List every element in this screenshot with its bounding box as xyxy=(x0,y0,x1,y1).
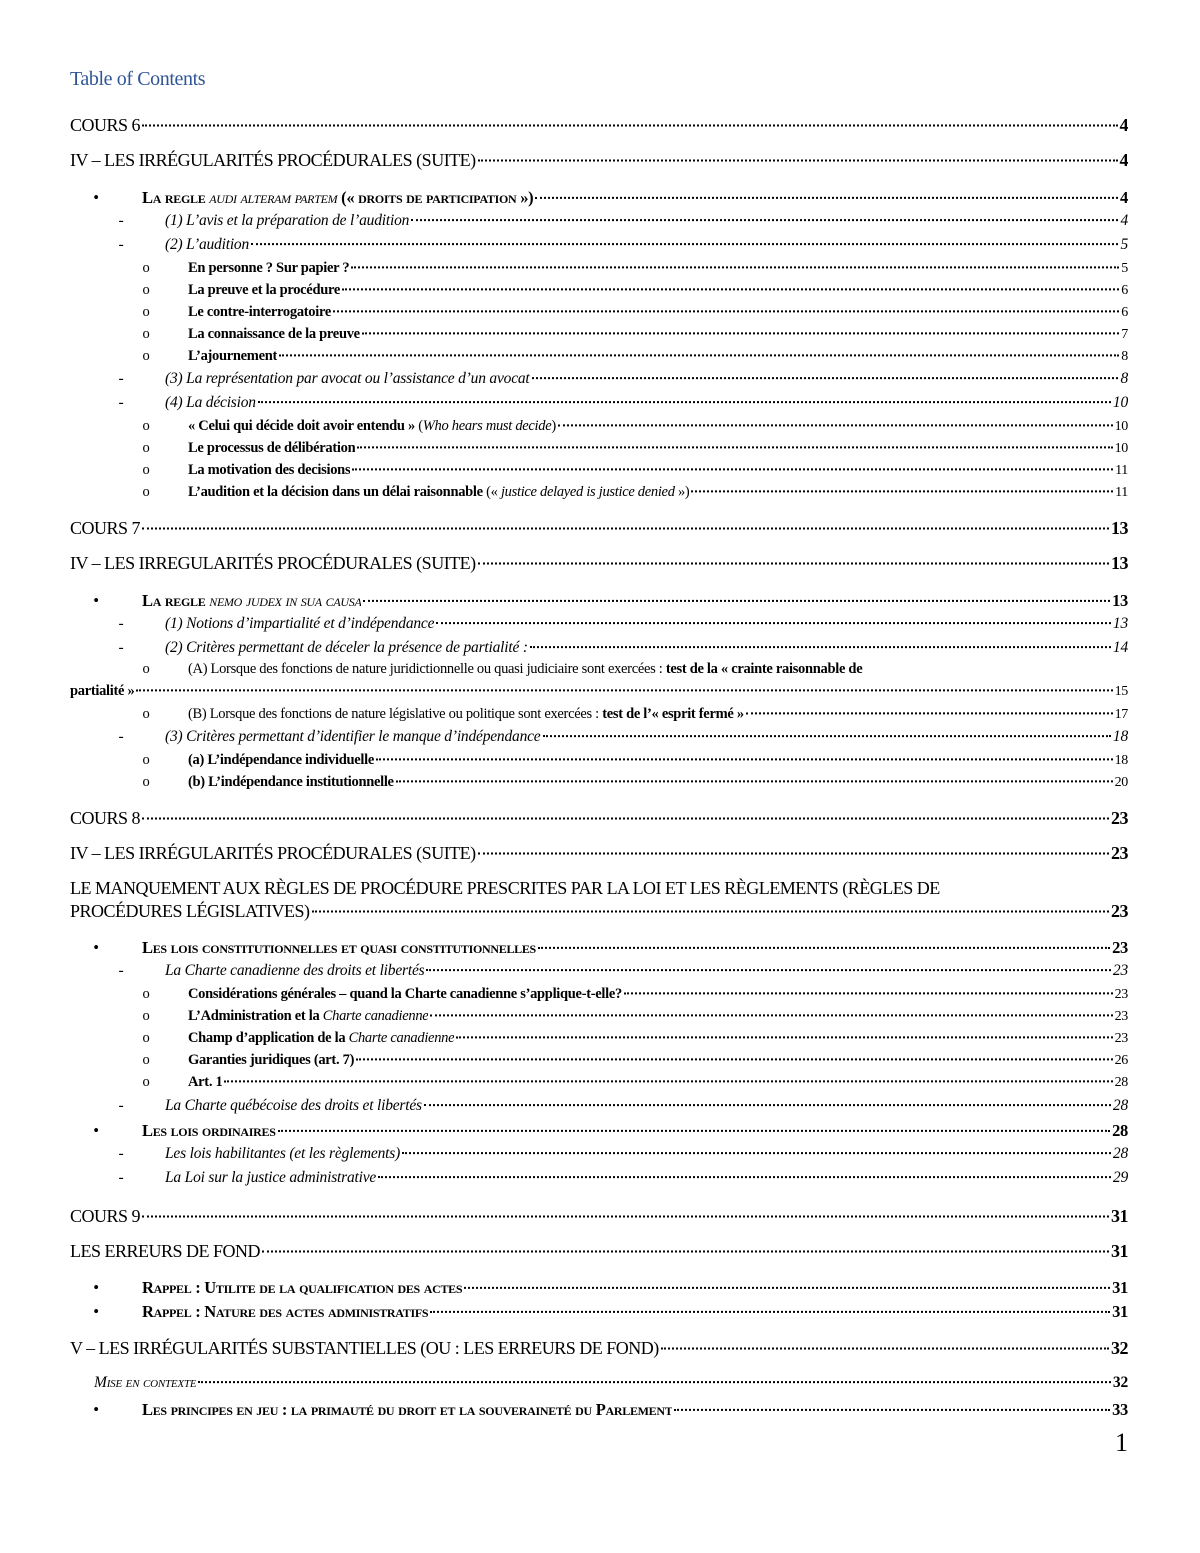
page-ref: 23 xyxy=(1112,962,1128,979)
toc-entry[interactable] xyxy=(70,808,1128,829)
entry-title: COURS 8 xyxy=(70,808,141,828)
toc-entry[interactable] xyxy=(70,1374,1128,1392)
toc-entry[interactable] xyxy=(70,188,1128,208)
page-ref: 26 xyxy=(1114,1053,1128,1068)
toc-entry[interactable] xyxy=(70,1097,1128,1115)
circle-bullet-icon: o xyxy=(142,260,150,276)
toc-entry[interactable] xyxy=(70,706,1128,723)
page-ref: 28 xyxy=(1112,1145,1128,1162)
entry-title: PROCÉDURES LÉGISLATIVES) xyxy=(70,901,310,921)
page-ref: 11 xyxy=(1115,485,1128,500)
entry-title: (1) Notions d’impartialité et d’indépendance xyxy=(165,615,435,632)
entry-title: (2) L’audition xyxy=(165,236,250,253)
page-ref: 13 xyxy=(1111,518,1128,538)
entry-title: La preuve et la procédure xyxy=(188,282,340,298)
page-ref: 4 xyxy=(1120,188,1128,207)
dot-leader xyxy=(278,1127,1110,1132)
dash-icon: - xyxy=(118,639,124,656)
page-ref: 23 xyxy=(1114,1009,1128,1024)
circle-bullet-icon: o xyxy=(142,484,150,500)
entry-title: IV – LES IRREGULARITÉS PROCÉDURALES (SUITE) xyxy=(70,553,476,573)
toc-entry[interactable] xyxy=(70,774,1128,791)
circle-bullet-icon: o xyxy=(142,1008,150,1024)
dot-leader xyxy=(142,814,1109,820)
page-ref: 8 xyxy=(1120,370,1128,387)
dot-leader xyxy=(411,216,1118,221)
dot-leader xyxy=(142,1212,1109,1218)
dot-leader xyxy=(661,1344,1109,1350)
dot-leader xyxy=(530,643,1111,648)
entry-title: (2) Critères permettant de déceler la présence de partialité : xyxy=(165,639,528,656)
entry-title: Les lois habilitantes (et les règlements) xyxy=(165,1145,401,1162)
dot-leader xyxy=(198,1378,1110,1383)
page-ref: 20 xyxy=(1114,775,1128,790)
dot-leader xyxy=(402,1149,1111,1154)
page-ref: 31 xyxy=(1111,1241,1128,1261)
page-ref: 5 xyxy=(1121,261,1128,276)
entry-title: L’ajournement xyxy=(188,348,278,364)
circle-bullet-icon: o xyxy=(142,304,150,320)
entry-title: Rappel : Nature des actes administratifs xyxy=(142,1302,429,1321)
toc-entry[interactable] xyxy=(70,1052,1128,1069)
page-number: 1 xyxy=(1115,1428,1128,1457)
bullet-icon: • xyxy=(93,591,99,610)
page-ref: 5 xyxy=(1120,236,1128,253)
dot-leader xyxy=(258,398,1111,403)
circle-bullet-icon: o xyxy=(142,986,150,1002)
entry-title: partialité » xyxy=(70,683,135,699)
dot-leader xyxy=(363,597,1110,602)
toc-entry[interactable] xyxy=(70,986,1128,1003)
dot-leader xyxy=(142,121,1117,127)
dot-leader xyxy=(362,329,1120,334)
toc-entry[interactable] xyxy=(70,326,1128,343)
dot-leader xyxy=(357,443,1112,448)
dot-leader xyxy=(224,1077,1112,1082)
page-ref: 29 xyxy=(1112,1169,1128,1186)
dash-icon: - xyxy=(118,728,124,745)
page-ref: 10 xyxy=(1112,394,1128,411)
dot-leader xyxy=(352,465,1113,470)
dot-leader xyxy=(538,944,1110,949)
toc-entry[interactable] xyxy=(70,212,1128,230)
entry-title: La motivation des decisions xyxy=(188,462,351,478)
circle-bullet-icon: o xyxy=(142,752,150,768)
toc-entry[interactable] xyxy=(70,348,1128,365)
entry-title: (3) La représentation par avocat ou l’assistance d’un avocat xyxy=(165,370,530,387)
page-ref: 28 xyxy=(1112,1121,1128,1140)
toc-entry[interactable]: LE MANQUEMENT AUX RÈGLES DE PROCÉDURE PRESCRITES PAR LA LOI ET LES RÈGLEMENTS (RÈGLES DE PROCÉDURES LÉGISLATIVES) 23 xyxy=(70,878,1128,921)
entry-title: En personne ? Sur papier ? xyxy=(188,260,350,276)
toc-entry[interactable] xyxy=(70,1074,1128,1091)
page-ref: 31 xyxy=(1112,1302,1128,1321)
dot-leader xyxy=(342,285,1119,290)
toc-entry[interactable] xyxy=(70,518,1128,539)
toc-entry[interactable] xyxy=(70,1145,1128,1163)
toc-entry[interactable] xyxy=(70,752,1128,769)
dot-leader xyxy=(312,907,1109,913)
dot-leader xyxy=(478,559,1109,565)
entry-title: « Celui qui décide doit avoir entendu » (Who hears must decide) xyxy=(188,418,556,434)
entry-title: L’audition et la décision dans un délai raisonnable (« justice delayed is justice denied ») xyxy=(188,484,690,500)
page-ref: 28 xyxy=(1112,1097,1128,1114)
dot-leader xyxy=(543,732,1111,737)
circle-bullet-icon: o xyxy=(142,440,150,456)
circle-bullet-icon: o xyxy=(142,661,150,677)
toc-entry[interactable] xyxy=(70,1278,1128,1298)
page-ref: 23 xyxy=(1114,1031,1128,1046)
circle-bullet-icon: o xyxy=(142,774,150,790)
entry-title: (4) La décision xyxy=(165,394,256,411)
dot-leader xyxy=(333,307,1119,312)
dot-leader xyxy=(356,1055,1113,1060)
entry-title: (3) Critères permettant d’identifier le manque d’indépendance xyxy=(165,728,541,745)
toc-entry[interactable] xyxy=(70,462,1128,479)
dot-leader xyxy=(464,1284,1110,1289)
circle-bullet-icon: o xyxy=(142,1052,150,1068)
page-ref: 31 xyxy=(1111,1206,1128,1226)
toc-entry[interactable] xyxy=(70,1008,1128,1025)
toc-entry[interactable] xyxy=(70,370,1128,388)
dot-leader xyxy=(456,1033,1112,1038)
toc-entry[interactable] xyxy=(70,115,1128,136)
entry-title: IV – LES IRRÉGULARITÉS PROCÉDURALES (SUITE) xyxy=(70,150,476,170)
dot-leader xyxy=(396,777,1113,782)
page-ref: 18 xyxy=(1112,728,1128,745)
dot-leader xyxy=(558,421,1113,426)
dot-leader xyxy=(279,351,1119,356)
toc-entry[interactable] xyxy=(70,418,1128,435)
dot-leader xyxy=(262,1247,1109,1253)
entry-title: La Loi sur la justice administrative xyxy=(165,1169,377,1186)
entry-title: COURS 9 xyxy=(70,1206,141,1226)
toc-entry[interactable] xyxy=(70,1241,1128,1262)
entry-title: Le contre-interrogatoire xyxy=(188,304,331,320)
page-ref: 14 xyxy=(1112,639,1128,656)
dot-leader xyxy=(624,989,1113,994)
toc-entry[interactable] xyxy=(70,394,1128,412)
circle-bullet-icon: o xyxy=(142,418,150,434)
page-ref: 33 xyxy=(1112,1400,1128,1419)
toc-entry[interactable] xyxy=(70,260,1128,277)
page-ref: 4 xyxy=(1119,115,1128,135)
page-ref: 23 xyxy=(1111,843,1128,863)
dash-icon: - xyxy=(118,212,124,229)
dot-leader xyxy=(351,263,1119,268)
entry-title: (b) L’indépendance institutionnelle xyxy=(188,774,394,790)
page-ref: 23 xyxy=(1111,808,1128,828)
toc-entry[interactable] xyxy=(70,1121,1128,1141)
page-ref: 11 xyxy=(1115,463,1128,478)
circle-bullet-icon: o xyxy=(142,282,150,298)
page-ref: 13 xyxy=(1112,591,1128,610)
page-ref: 8 xyxy=(1121,349,1128,364)
toc-entry[interactable] xyxy=(70,728,1128,746)
page-ref: 10 xyxy=(1114,441,1128,456)
circle-bullet-icon: o xyxy=(142,1030,150,1046)
dash-icon: - xyxy=(118,370,124,387)
entry-title: L’Administration et la Charte canadienne xyxy=(188,1008,429,1024)
toc-entry[interactable] xyxy=(70,639,1128,657)
toc-entry[interactable] xyxy=(70,150,1128,171)
dot-leader xyxy=(430,1011,1112,1016)
entry-title: COURS 7 xyxy=(70,518,141,538)
dot-leader xyxy=(674,1406,1110,1411)
entry-title: Rappel : Utilite de la qualification des actes xyxy=(142,1278,463,1297)
page-ref: 6 xyxy=(1121,283,1128,298)
dot-leader xyxy=(430,1308,1110,1313)
page-ref: 23 xyxy=(1114,987,1128,1002)
circle-bullet-icon: o xyxy=(142,462,150,478)
dot-leader xyxy=(378,1173,1111,1178)
page-ref: 28 xyxy=(1114,1075,1128,1090)
dot-leader xyxy=(535,194,1118,199)
dot-leader xyxy=(478,156,1118,162)
dash-icon: - xyxy=(118,394,124,411)
page-ref: 13 xyxy=(1112,615,1128,632)
bullet-icon: • xyxy=(93,938,99,957)
dot-leader xyxy=(691,487,1113,492)
toc-entry[interactable] xyxy=(70,304,1128,321)
dash-icon: - xyxy=(118,1145,124,1162)
toc-entry[interactable] xyxy=(70,1338,1128,1359)
page-ref: 15 xyxy=(1114,684,1128,699)
dot-leader xyxy=(532,374,1119,379)
toc-title: Table of Contents xyxy=(70,68,206,90)
toc-entry[interactable] xyxy=(70,615,1128,633)
toc-entry[interactable] xyxy=(70,1400,1128,1420)
dash-icon: - xyxy=(118,615,124,632)
dash-icon: - xyxy=(118,1169,124,1186)
dash-icon: - xyxy=(118,236,124,253)
page-ref: 17 xyxy=(1114,707,1128,722)
circle-bullet-icon: o xyxy=(142,348,150,364)
page-ref: 32 xyxy=(1111,1338,1128,1358)
dash-icon: - xyxy=(118,962,124,979)
entry-title: COURS 6 xyxy=(70,115,141,135)
page-ref: 6 xyxy=(1121,305,1128,320)
entry-title: La connaissance de la preuve xyxy=(188,326,360,342)
bullet-icon: • xyxy=(93,1278,99,1297)
entry-title: Art. 1 xyxy=(188,1074,223,1090)
dot-leader xyxy=(376,755,1113,760)
toc-entry[interactable] xyxy=(70,1030,1128,1047)
circle-bullet-icon: o xyxy=(142,1074,150,1090)
page-ref: 7 xyxy=(1121,327,1128,342)
page-ref: 10 xyxy=(1114,419,1128,434)
toc-entry[interactable] xyxy=(70,553,1128,574)
entry-title: (a) L’indépendance individuelle xyxy=(188,752,374,768)
page-ref: 23 xyxy=(1111,901,1128,921)
document-page xyxy=(70,0,1128,1553)
dash-icon: - xyxy=(118,1097,124,1114)
bullet-icon: • xyxy=(93,188,99,207)
entry-title: La regle nemo judex in sua causa xyxy=(142,591,362,610)
dot-leader xyxy=(746,709,1113,714)
entry-title: Mise en contexte xyxy=(94,1374,197,1391)
entry-title: La Charte québécoise des droits et libertés xyxy=(165,1097,422,1114)
entry-title: La regle audi alteram partem (« droits de participation ») xyxy=(142,188,534,207)
entry-title: La Charte canadienne des droits et libertés xyxy=(165,962,425,979)
page-ref: 18 xyxy=(1114,753,1128,768)
entry-title: Les lois ordinaires xyxy=(142,1121,276,1140)
bullet-icon: • xyxy=(93,1400,99,1419)
circle-bullet-icon: o xyxy=(142,326,150,342)
circle-bullet-icon: o xyxy=(142,706,150,722)
entry-title: Le processus de délibération xyxy=(188,440,356,456)
toc-entry[interactable] xyxy=(70,440,1128,457)
toc-entry[interactable] xyxy=(70,1169,1128,1187)
page-ref: 31 xyxy=(1112,1278,1128,1297)
dot-leader xyxy=(424,1101,1111,1106)
page-ref: 32 xyxy=(1112,1374,1128,1391)
toc-entry[interactable] xyxy=(70,1302,1128,1322)
toc-entry[interactable] xyxy=(70,962,1128,980)
entry-title: IV – LES IRRÉGULARITÉS PROCÉDURALES (SUITE) xyxy=(70,843,476,863)
dot-leader xyxy=(436,619,1111,624)
page-ref: 23 xyxy=(1112,938,1128,957)
page-ref: 4 xyxy=(1119,150,1128,170)
entry-title: (1) L’avis et la préparation de l’audition xyxy=(165,212,410,229)
entry-title: (B) Lorsque des fonctions de nature législative ou politique sont exercées : test de l’« esprit fermé » xyxy=(188,706,744,722)
entry-title: Champ d’application de la Charte canadienne xyxy=(188,1030,455,1046)
entry-title: LES ERREURS DE FOND xyxy=(70,1241,261,1261)
toc-entry[interactable] xyxy=(70,1206,1128,1227)
dot-leader xyxy=(136,686,1112,691)
toc-entry[interactable] xyxy=(70,591,1128,611)
toc-entry[interactable] xyxy=(70,236,1128,254)
dot-leader xyxy=(426,966,1110,971)
dot-leader xyxy=(142,524,1109,530)
entry-title: V – LES IRRÉGULARITÉS SUBSTANTIELLES (OU : LES ERREURS DE FOND) xyxy=(70,1338,659,1358)
bullet-icon: • xyxy=(93,1121,99,1140)
toc-entry[interactable]: o (A) Lorsque des fonctions de nature juridictionnelle ou quasi judiciaire sont exercées : test de la « crainte raisonnable de partialité » 15 xyxy=(70,661,1128,699)
page-ref: 4 xyxy=(1120,212,1128,229)
entry-title: Considérations générales – quand la Charte canadienne s’applique-t-elle? xyxy=(188,986,622,1002)
dot-leader xyxy=(251,240,1118,245)
toc-entry[interactable] xyxy=(70,484,1128,501)
entry-title: Les principes en jeu : la primauté du droit et la souveraineté du Parlement xyxy=(142,1400,673,1419)
toc-entry[interactable] xyxy=(70,938,1128,958)
toc-entry[interactable] xyxy=(70,282,1128,299)
bullet-icon: • xyxy=(93,1302,99,1321)
entry-title: Les lois constitutionnelles et quasi constitutionnelles xyxy=(142,938,536,957)
page-ref: 13 xyxy=(1111,553,1128,573)
dot-leader xyxy=(478,849,1109,855)
entry-title: Garanties juridiques (art. 7) xyxy=(188,1052,355,1068)
toc-entry[interactable] xyxy=(70,843,1128,864)
